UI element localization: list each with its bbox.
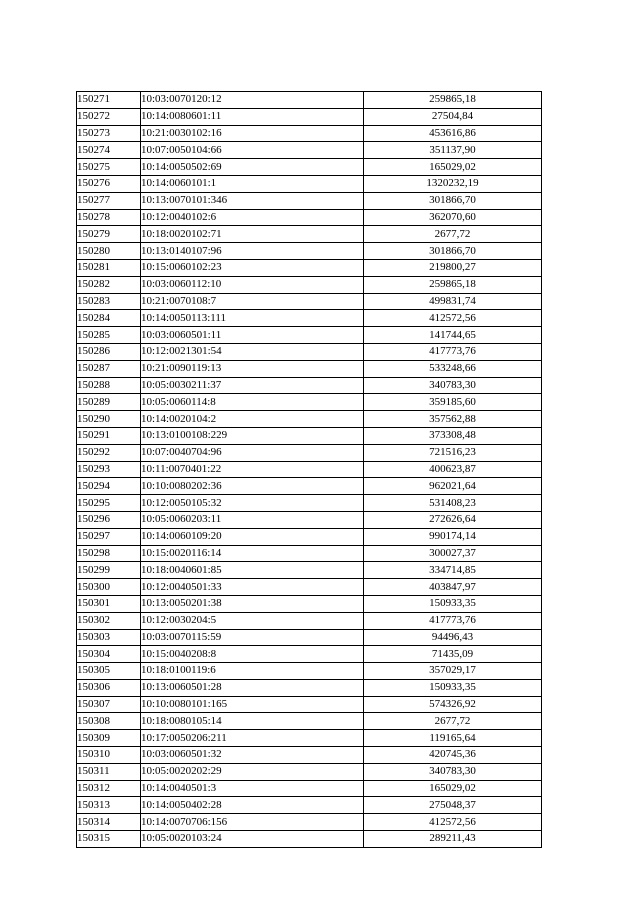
- cell-id: 150313: [77, 797, 141, 814]
- cell-amount: 531408,23: [364, 495, 542, 512]
- cell-code: 10:15:0060102:23: [141, 259, 364, 276]
- cell-code: 10:14:0060109:20: [141, 528, 364, 545]
- table-row: [77, 108, 542, 125]
- cell-id: 150289: [77, 394, 141, 411]
- table-row: [77, 125, 542, 142]
- cell-amount: 412572,56: [364, 310, 542, 327]
- table-row: [77, 226, 542, 243]
- cell-id: 150279: [77, 226, 141, 243]
- table-row: [77, 780, 542, 797]
- table-row: [77, 579, 542, 596]
- cell-code: 10:03:0070120:12: [141, 92, 364, 109]
- table-row: [77, 444, 542, 461]
- cell-amount: 721516,23: [364, 444, 542, 461]
- cell-amount: 301866,70: [364, 192, 542, 209]
- cell-id: 150272: [77, 108, 141, 125]
- cell-id: 150284: [77, 310, 141, 327]
- cell-amount: 359185,60: [364, 394, 542, 411]
- cell-code: 10:18:0020102:71: [141, 226, 364, 243]
- table-row: [77, 360, 542, 377]
- table-row: [77, 629, 542, 646]
- cell-amount: 150933,35: [364, 595, 542, 612]
- cell-amount: 453616,86: [364, 125, 542, 142]
- cell-code: 10:14:0020104:2: [141, 411, 364, 428]
- cell-code: 10:12:0021301:54: [141, 343, 364, 360]
- table-row: [77, 730, 542, 747]
- cell-amount: 150933,35: [364, 679, 542, 696]
- cell-id: 150288: [77, 377, 141, 394]
- cell-amount: 275048,37: [364, 797, 542, 814]
- cell-code: 10:05:0020103:24: [141, 831, 364, 848]
- table-row: [77, 293, 542, 310]
- table-row: [77, 663, 542, 680]
- table-row: [77, 478, 542, 495]
- table-row: [77, 310, 542, 327]
- table-row: [77, 562, 542, 579]
- cell-id: 150280: [77, 243, 141, 260]
- cell-amount: 412572,56: [364, 814, 542, 831]
- cell-id: 150286: [77, 343, 141, 360]
- cell-id: 150295: [77, 495, 141, 512]
- table-row: [77, 797, 542, 814]
- table-row: [77, 327, 542, 344]
- cell-code: 10:13:0070101:346: [141, 192, 364, 209]
- cell-id: 150297: [77, 528, 141, 545]
- cell-code: 10:15:0040208:8: [141, 646, 364, 663]
- table-row: [77, 175, 542, 192]
- table-row: [77, 461, 542, 478]
- cell-amount: 27504,84: [364, 108, 542, 125]
- cell-id: 150281: [77, 259, 141, 276]
- cell-code: 10:03:0060501:32: [141, 747, 364, 764]
- cell-amount: 499831,74: [364, 293, 542, 310]
- table-row: [77, 696, 542, 713]
- cell-amount: 403847,97: [364, 579, 542, 596]
- table-row: [77, 679, 542, 696]
- cell-code: 10:03:0070115:59: [141, 629, 364, 646]
- cell-id: 150292: [77, 444, 141, 461]
- cell-id: 150277: [77, 192, 141, 209]
- cell-id: 150294: [77, 478, 141, 495]
- cell-code: 10:10:0080202:36: [141, 478, 364, 495]
- cell-id: 150307: [77, 696, 141, 713]
- cell-code: 10:14:0040501:3: [141, 780, 364, 797]
- cell-code: 10:13:0140107:96: [141, 243, 364, 260]
- cell-id: 150278: [77, 209, 141, 226]
- cell-id: 150314: [77, 814, 141, 831]
- cell-code: 10:14:0050402:28: [141, 797, 364, 814]
- cell-code: 10:12:0050105:32: [141, 495, 364, 512]
- cell-code: 10:07:0040704:96: [141, 444, 364, 461]
- cell-amount: 362070,60: [364, 209, 542, 226]
- cell-amount: 340783,30: [364, 377, 542, 394]
- table-row: [77, 831, 542, 848]
- table-row: [77, 159, 542, 176]
- table-row: [77, 142, 542, 159]
- cell-amount: 334714,85: [364, 562, 542, 579]
- cell-id: 150299: [77, 562, 141, 579]
- cell-id: 150282: [77, 276, 141, 293]
- cell-amount: 165029,02: [364, 159, 542, 176]
- cell-code: 10:10:0080101:165: [141, 696, 364, 713]
- cell-code: 10:13:0050201:38: [141, 595, 364, 612]
- cell-code: 10:21:0090119:13: [141, 360, 364, 377]
- cell-code: 10:18:0100119:6: [141, 663, 364, 680]
- table-row: [77, 528, 542, 545]
- table-row: [77, 259, 542, 276]
- cell-id: 150311: [77, 763, 141, 780]
- cell-id: 150274: [77, 142, 141, 159]
- cell-id: 150291: [77, 427, 141, 444]
- cell-id: 150287: [77, 360, 141, 377]
- cell-amount: 300027,37: [364, 545, 542, 562]
- cell-code: 10:12:0040102:6: [141, 209, 364, 226]
- cell-id: 150308: [77, 713, 141, 730]
- cell-amount: 373308,48: [364, 427, 542, 444]
- cell-amount: 289211,43: [364, 831, 542, 848]
- cell-code: 10:18:0080105:14: [141, 713, 364, 730]
- cell-amount: 1320232,19: [364, 175, 542, 192]
- table-row: [77, 343, 542, 360]
- cell-id: 150293: [77, 461, 141, 478]
- cell-amount: 420745,36: [364, 747, 542, 764]
- table-row: [77, 192, 542, 209]
- cell-amount: 272626,64: [364, 511, 542, 528]
- cell-id: 150290: [77, 411, 141, 428]
- cell-id: 150285: [77, 327, 141, 344]
- cell-id: 150300: [77, 579, 141, 596]
- cell-amount: 417773,76: [364, 612, 542, 629]
- cell-amount: 2677,72: [364, 713, 542, 730]
- cell-id: 150271: [77, 92, 141, 109]
- table-row: [77, 495, 542, 512]
- cell-amount: 165029,02: [364, 780, 542, 797]
- cell-amount: 219800,27: [364, 259, 542, 276]
- cell-code: 10:14:0060101:1: [141, 175, 364, 192]
- cell-code: 10:14:0080601:11: [141, 108, 364, 125]
- cell-amount: 533248,66: [364, 360, 542, 377]
- cell-amount: 301866,70: [364, 243, 542, 260]
- table-row: [77, 511, 542, 528]
- cell-amount: 94496,43: [364, 629, 542, 646]
- cell-amount: 962021,64: [364, 478, 542, 495]
- table-row: [77, 545, 542, 562]
- table-row: [77, 747, 542, 764]
- table-row: [77, 427, 542, 444]
- table-row: [77, 411, 542, 428]
- cell-id: 150309: [77, 730, 141, 747]
- cell-amount: 351137,90: [364, 142, 542, 159]
- cell-code: 10:05:0060114:8: [141, 394, 364, 411]
- cell-id: 150304: [77, 646, 141, 663]
- table-row: [77, 243, 542, 260]
- table-row: [77, 646, 542, 663]
- cell-id: 150283: [77, 293, 141, 310]
- table-row: [77, 276, 542, 293]
- cell-code: 10:03:0060501:11: [141, 327, 364, 344]
- cell-code: 10:14:0050113:111: [141, 310, 364, 327]
- cell-id: 150312: [77, 780, 141, 797]
- cell-id: 150302: [77, 612, 141, 629]
- cell-code: 10:03:0060112:10: [141, 276, 364, 293]
- cell-amount: 357029,17: [364, 663, 542, 680]
- table-row: [77, 394, 542, 411]
- cell-code: 10:13:0100108:229: [141, 427, 364, 444]
- cell-id: 150296: [77, 511, 141, 528]
- cell-code: 10:13:0060501:28: [141, 679, 364, 696]
- cell-code: 10:05:0030211:37: [141, 377, 364, 394]
- table-row: [77, 595, 542, 612]
- cell-code: 10:07:0050104:66: [141, 142, 364, 159]
- cell-amount: 71435,09: [364, 646, 542, 663]
- cell-id: 150303: [77, 629, 141, 646]
- cell-code: 10:05:0020202:29: [141, 763, 364, 780]
- cell-id: 150301: [77, 595, 141, 612]
- cell-id: 150273: [77, 125, 141, 142]
- cell-amount: 990174,14: [364, 528, 542, 545]
- cell-code: 10:12:0040501:33: [141, 579, 364, 596]
- table-row: [77, 814, 542, 831]
- cell-amount: 2677,72: [364, 226, 542, 243]
- cell-code: 10:15:0020116:14: [141, 545, 364, 562]
- table-row: [77, 713, 542, 730]
- data-table: [76, 91, 542, 848]
- cell-code: 10:17:0050206:211: [141, 730, 364, 747]
- cell-amount: 357562,88: [364, 411, 542, 428]
- cell-id: 150315: [77, 831, 141, 848]
- cell-code: 10:18:0040601:85: [141, 562, 364, 579]
- cell-id: 150305: [77, 663, 141, 680]
- cell-amount: 141744,65: [364, 327, 542, 344]
- cell-id: 150310: [77, 747, 141, 764]
- table-row: [77, 763, 542, 780]
- cell-code: 10:21:0030102:16: [141, 125, 364, 142]
- cell-amount: 259865,18: [364, 276, 542, 293]
- cell-id: 150275: [77, 159, 141, 176]
- table-row: [77, 92, 542, 109]
- cell-amount: 340783,30: [364, 763, 542, 780]
- table-row: [77, 209, 542, 226]
- cell-code: 10:11:0070401:22: [141, 461, 364, 478]
- cell-code: 10:21:0070108:7: [141, 293, 364, 310]
- cell-code: 10:14:0070706:156: [141, 814, 364, 831]
- cell-code: 10:12:0030204:5: [141, 612, 364, 629]
- cell-code: 10:05:0060203:11: [141, 511, 364, 528]
- cell-amount: 417773,76: [364, 343, 542, 360]
- cell-amount: 574326,92: [364, 696, 542, 713]
- cell-id: 150276: [77, 175, 141, 192]
- cell-id: 150306: [77, 679, 141, 696]
- cell-id: 150298: [77, 545, 141, 562]
- cell-amount: 400623,87: [364, 461, 542, 478]
- cell-code: 10:14:0050502:69: [141, 159, 364, 176]
- table-row: [77, 612, 542, 629]
- cell-amount: 259865,18: [364, 92, 542, 109]
- table-body: [77, 92, 542, 848]
- document-sheet: [76, 91, 541, 848]
- table-row: [77, 377, 542, 394]
- cell-amount: 119165,64: [364, 730, 542, 747]
